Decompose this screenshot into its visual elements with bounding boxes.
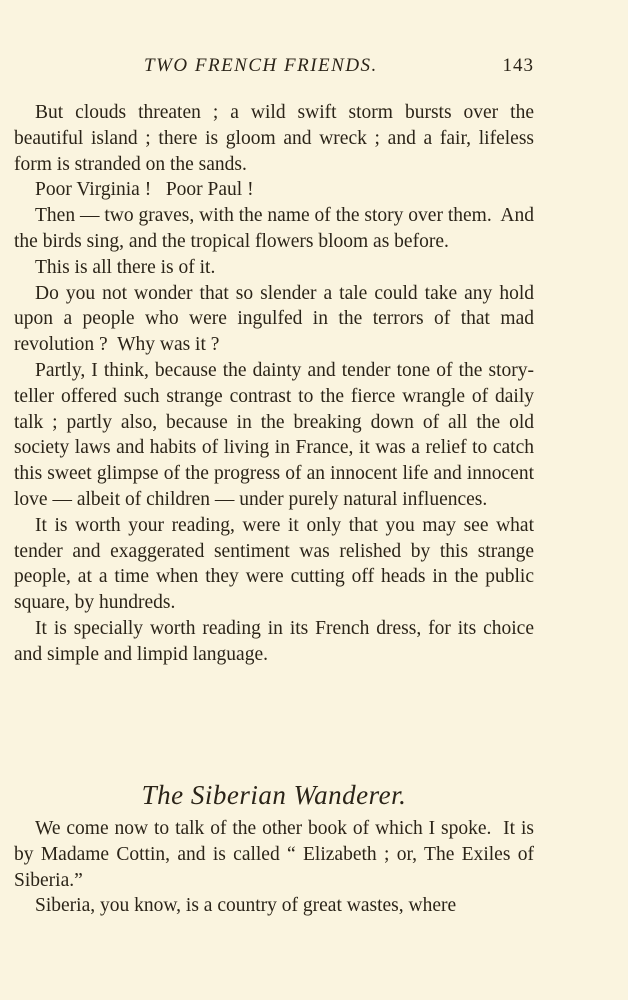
running-title: TWO FRENCH FRIENDS. — [144, 55, 378, 76]
paragraph-we-come-now: We come now to talk of the other book of which I spoke. It is by Madame Cottin, and is called “ Elizabeth ; or, The Exiles of Siberia.” — [14, 818, 534, 891]
section-heading: The Siberian Wanderer. — [141, 780, 407, 810]
page-number: 143 — [502, 55, 534, 76]
running-header — [14, 55, 534, 81]
paragraph-two-graves: Then — two graves, with the name of the story over them. And the birds sing, and the tropical flowers bloom as before. — [14, 205, 534, 252]
paragraph-partly: Partly, I think, because the dainty and tender tone of the story-teller offered such strange contrast to the fierce wrangle of daily talk ; partly also, because in the breaking down of all the old society laws and habits of living in France, it was a relief to catch this sweet glimpse of the progress of an innocent life and innocent love — albeit of children — under purely natural influences. — [14, 359, 534, 510]
paragraph-worth-reading: It is worth your reading, were it only that you may see what tender and exaggerated sentiment was relished by this strange people, at a time when they were cutting off heads in the public square, by hundreds. — [14, 514, 534, 614]
body-text — [14, 100, 534, 668]
paragraph-siberia: Siberia, you know, is a country of great wastes, where — [35, 895, 457, 917]
paragraph-storm: But clouds threaten ; a wild swift storm bursts over the beautiful island ; there is gloom and wreck ; and a fair, lifeless form is stranded on the sands. — [14, 102, 534, 175]
paragraph-poor-virginia: Poor Virginia ! Poor Paul ! — [35, 179, 254, 201]
paragraph-this-is-all: This is all there is of it. — [35, 256, 216, 278]
paragraph-french-dress: It is specially worth reading in its French dress, for its choice and simple and limpid language. — [14, 617, 534, 665]
section-text — [14, 816, 534, 919]
paragraph-do-you-not-wonder: Do you not wonder that so slender a tale could take any hold upon a people who were ingulfed in the terrors of that mad revolution ? Why was it ? — [14, 282, 534, 356]
